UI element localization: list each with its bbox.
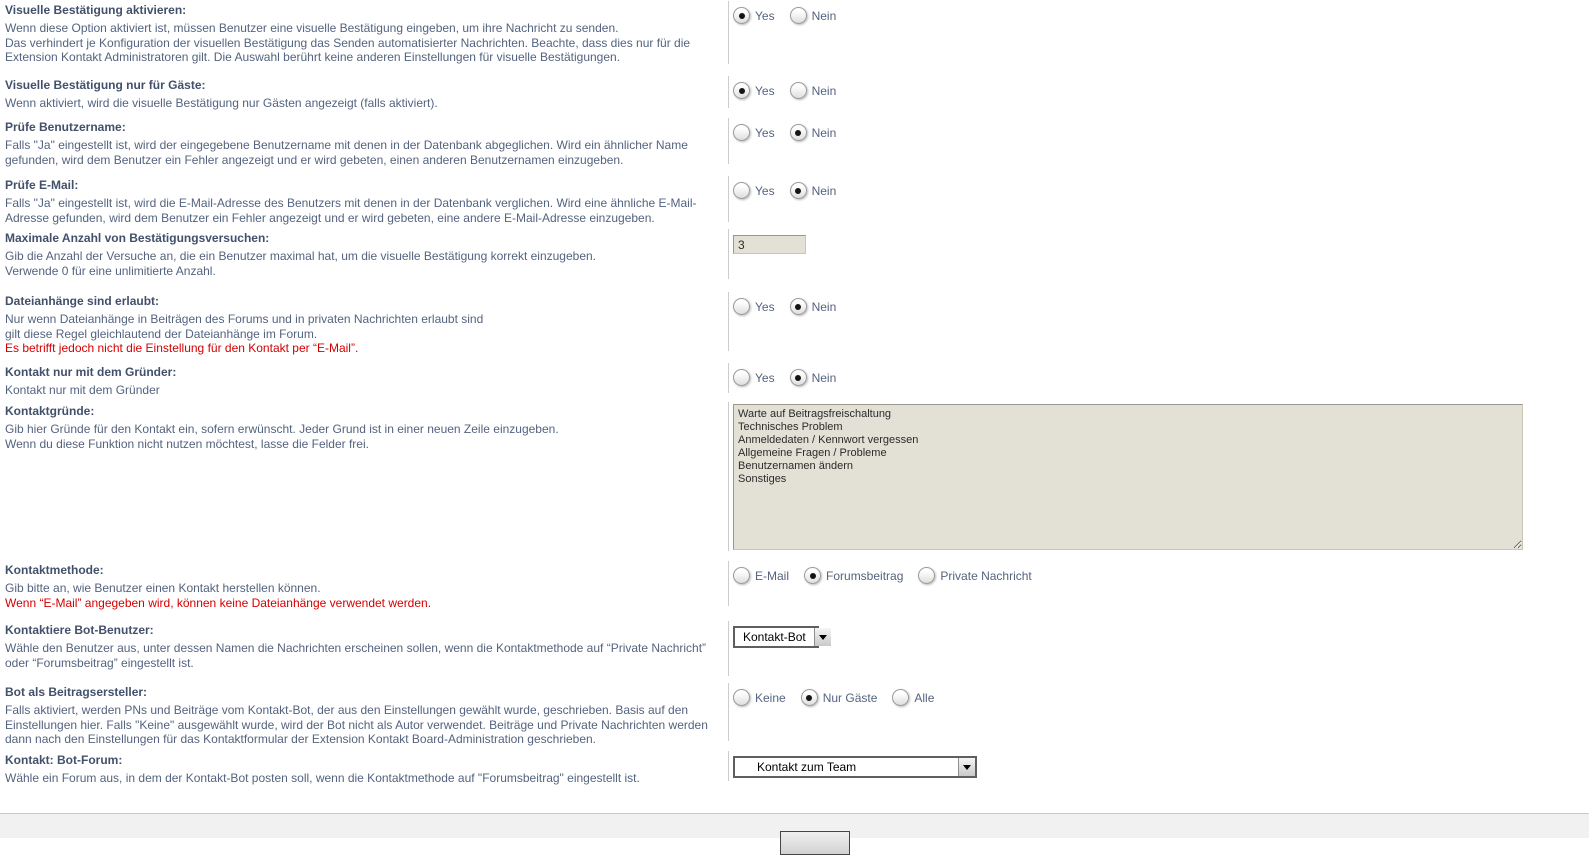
radio-label: Yes <box>755 299 775 314</box>
radio-icon[interactable] <box>892 689 909 706</box>
setting-control <box>728 1 1589 64</box>
setting-control <box>728 402 1589 551</box>
radio-icon[interactable] <box>733 567 750 584</box>
radio-label: Nein <box>811 83 837 98</box>
radio-label: Alle <box>914 690 935 705</box>
setting-description-line: Wähle ein Forum aus, in dem der Kontakt-Bot posten soll, wenn die Kontaktmethode auf "Forumsbeitrag" eingestellt ist. <box>5 771 640 785</box>
setting-description-line: Falls "Ja" eingestellt ist, wird die E-Mail-Adresse des Benutzers mit denen in der Datenbank verglichen. Wird eine ähnliche E-Mail-Adresse gefunden, wird dem Benutzer ein Fehler angezeigt und er wird gebeten, eine andere E-Mail-Adresse einzugeben. <box>5 196 697 225</box>
radio-label: Nein <box>811 183 837 198</box>
radio-icon[interactable] <box>733 689 750 706</box>
setting-title: Bot als Beitragsersteller: <box>5 685 148 699</box>
setting-description-line: Wenn aktiviert, wird die visuelle Bestätigung nur Gästen angezeigt (falls aktiviert). <box>5 96 438 110</box>
radio-label: Nein <box>811 125 837 140</box>
setting-labels <box>5 402 728 551</box>
setting-row-bot-forum <box>5 751 1589 785</box>
setting-description-line: Gib die Anzahl der Versuche an, die ein Benutzer maximal hat, um die visuelle Bestätigung korrekt einzugeben. <box>5 249 597 263</box>
submit-button[interactable] <box>780 831 850 855</box>
radio-label: Yes <box>755 83 775 98</box>
setting-row-attachments-allowed <box>5 292 1589 355</box>
radio-option-private-message[interactable] <box>918 567 1031 584</box>
radio-icon[interactable] <box>733 298 750 315</box>
radio-option-nein[interactable] <box>790 124 837 141</box>
radio-group-check-username <box>733 124 1589 141</box>
setting-row-founder-only <box>5 363 1589 397</box>
radio-option-keine[interactable] <box>733 689 786 706</box>
setting-control <box>728 683 1589 741</box>
setting-description-alert: Wenn “E-Mail” angegeben wird, können keine Dateianhänge verwendet werden. <box>5 595 432 610</box>
radio-icon[interactable] <box>790 298 807 315</box>
radio-icon[interactable] <box>733 369 750 386</box>
radio-option-nein[interactable] <box>790 7 837 24</box>
radio-icon[interactable] <box>790 7 807 24</box>
radio-icon[interactable] <box>733 82 750 99</box>
radio-option-email[interactable] <box>733 567 789 584</box>
radio-icon[interactable] <box>790 369 807 386</box>
radio-label: Nur Gäste <box>822 690 878 705</box>
radio-label: Yes <box>755 183 775 198</box>
setting-description-line: Wenn diese Option aktiviert ist, müssen Benutzer eine visuelle Bestätigung eingeben, um ihre Nachricht zu senden. <box>5 21 619 35</box>
dropdown-arrow-icon[interactable] <box>814 628 831 646</box>
radio-option-nein[interactable] <box>790 369 837 386</box>
bot-user-select[interactable] <box>733 626 819 648</box>
radio-group-contact-method <box>733 567 1589 584</box>
dropdown-arrow-icon[interactable] <box>958 758 975 776</box>
radio-option-nur-gaeste[interactable] <box>801 689 878 706</box>
setting-control <box>728 292 1589 351</box>
setting-row-check-username <box>5 118 1589 167</box>
radio-option-nein[interactable] <box>790 82 837 99</box>
setting-control <box>728 229 1589 279</box>
radio-label: Yes <box>755 8 775 23</box>
selected-option-label: Kontakt zum Team <box>757 760 857 774</box>
setting-title: Visuelle Bestätigung aktivieren: <box>5 3 187 17</box>
setting-control <box>728 751 1589 781</box>
radio-icon[interactable] <box>804 567 821 584</box>
setting-title: Kontakt nur mit dem Gründer: <box>5 365 177 379</box>
radio-group-founder-only <box>733 369 1589 386</box>
contact-reasons-textarea[interactable] <box>733 404 1523 550</box>
setting-labels <box>5 363 728 397</box>
setting-title: Visuelle Bestätigung nur für Gäste: <box>5 78 206 92</box>
radio-group-check-email <box>733 182 1589 199</box>
radio-icon[interactable] <box>733 124 750 141</box>
setting-title: Prüfe E-Mail: <box>5 178 79 192</box>
setting-description-line: Falls "Ja" eingestellt ist, wird der eingegebene Benutzername mit denen in der Datenbank abgeglichen. Wird ein ähnlicher Name gefunden, wird dem Benutzer ein Fehler angezeigt und er wird gebeten, einen anderen Benutzernamen einzugeben. <box>5 138 688 167</box>
setting-labels <box>5 621 728 676</box>
setting-control <box>728 118 1589 164</box>
setting-description-line: Nur wenn Dateianhänge in Beiträgen des Forums und in privaten Nachrichten erlaubt sind <box>5 312 484 326</box>
radio-icon[interactable] <box>790 82 807 99</box>
setting-control <box>728 363 1589 393</box>
radio-label: E-Mail <box>755 568 790 583</box>
radio-icon[interactable] <box>733 182 750 199</box>
radio-group-visual-confirmation <box>733 7 1589 24</box>
setting-description-line: Gib bitte an, wie Benutzer einen Kontakt herstellen können. <box>5 581 321 595</box>
setting-row-check-email <box>5 176 1589 225</box>
setting-control <box>728 561 1589 606</box>
radio-icon[interactable] <box>918 567 935 584</box>
setting-description-line: Wähle den Benutzer aus, unter dessen Namen die Nachrichten erscheinen sollen, wenn die Kontaktmethode auf “Private Nachricht” oder “Forumsbeitrag” eingestellt ist. <box>5 641 707 670</box>
setting-row-contact-reasons <box>5 402 1589 551</box>
setting-labels <box>5 561 728 610</box>
bot-forum-select[interactable] <box>733 756 977 778</box>
selected-option-label: Kontakt-Bot <box>743 630 806 644</box>
radio-option-yes[interactable] <box>733 82 775 99</box>
setting-labels <box>5 292 728 355</box>
setting-control <box>728 621 1589 676</box>
setting-description-line: Kontakt nur mit dem Gründer <box>5 383 160 397</box>
radio-option-forum-post[interactable] <box>804 567 903 584</box>
radio-option-nein[interactable] <box>790 298 837 315</box>
setting-description-line: Verwende 0 für eine unlimitierte Anzahl. <box>5 263 216 278</box>
radio-label: Private Nachricht <box>940 568 1032 583</box>
setting-description-line: Das verhindert je Konfiguration der visuellen Bestätigung das Senden automatisierter Nachrichten. Beachte, dass dies nur für die Extension Kontakt Administratoren gilt. Die Auswahl berührt keine anderen Einstellungen für visuelle Bestätigungen. <box>5 35 691 64</box>
radio-label: Nein <box>811 299 837 314</box>
radio-option-yes[interactable] <box>733 7 775 24</box>
setting-title: Kontaktgründe: <box>5 404 95 418</box>
radio-label: Nein <box>811 8 837 23</box>
panel-footer <box>0 814 1589 838</box>
setting-description-alert: Es betrifft jedoch nicht die Einstellung für den Kontakt per “E-Mail”. <box>5 341 359 355</box>
setting-labels <box>5 751 728 785</box>
radio-icon[interactable] <box>790 182 807 199</box>
radio-icon[interactable] <box>790 124 807 141</box>
setting-description-line: Gib hier Gründe für den Kontakt ein, sofern erwünscht. Jeder Grund ist in einer neuen Zeile einzugeben. <box>5 422 559 436</box>
setting-control <box>728 176 1589 222</box>
setting-row-visual-confirmation <box>5 1 1589 64</box>
setting-labels <box>5 176 728 225</box>
radio-icon[interactable] <box>801 689 818 706</box>
radio-label: Nein <box>811 370 837 385</box>
radio-option-alle[interactable] <box>892 689 934 706</box>
radio-label: Yes <box>755 370 775 385</box>
setting-title: Dateianhänge sind erlaubt: <box>5 294 160 308</box>
setting-labels <box>5 683 728 746</box>
setting-row-visual-confirmation-guests <box>5 76 1589 108</box>
radio-label: Yes <box>755 125 775 140</box>
setting-row-bot-poster <box>5 683 1589 746</box>
radio-option-yes[interactable] <box>733 298 775 315</box>
setting-title: Kontakt: Bot-Forum: <box>5 753 123 767</box>
radio-option-yes[interactable] <box>733 369 775 386</box>
setting-labels <box>5 76 728 108</box>
setting-title: Kontaktmethode: <box>5 563 104 577</box>
setting-control <box>728 76 1589 108</box>
setting-labels <box>5 229 728 279</box>
radio-option-nein[interactable] <box>790 182 837 199</box>
radio-group-attachments <box>733 298 1589 315</box>
setting-title: Kontaktiere Bot-Benutzer: <box>5 623 154 637</box>
setting-description-line: gilt diese Regel gleichlautend der Dateianhänge im Forum. <box>5 326 318 341</box>
radio-label: Forumsbeitrag <box>826 568 904 583</box>
radio-icon[interactable] <box>733 7 750 24</box>
radio-group-bot-poster <box>733 689 1589 706</box>
setting-row-contact-method <box>5 561 1589 610</box>
setting-row-bot-user <box>5 621 1589 676</box>
setting-title: Prüfe Benutzername: <box>5 120 126 134</box>
setting-row-max-attempts <box>5 229 1589 279</box>
setting-description-line: Falls aktiviert, werden PNs und Beiträge vom Kontakt-Bot, der aus den Einstellungen gewählt wurde, geschrieben. Basis auf den Einstellungen hier. Falls "Keine" ausgewählt wurde, wird der Bot nicht als Autor verwendet. Beiträge und Private Nachrichten werden dann nach den Einstellungen für das Kontaktformular der Extension Kontakt Board-Administration geschrieben. <box>5 703 708 746</box>
radio-option-yes[interactable] <box>733 124 775 141</box>
setting-title: Maximale Anzahl von Bestätigungsversuchen: <box>5 231 270 245</box>
radio-label: Keine <box>755 690 786 705</box>
setting-labels <box>5 118 728 167</box>
setting-description-line: Wenn du diese Funktion nicht nutzen möchtest, lasse die Felder frei. <box>5 436 369 451</box>
max-attempts-input[interactable] <box>733 235 806 254</box>
radio-group-visual-confirmation-guests <box>733 82 1589 99</box>
setting-labels <box>5 1 728 64</box>
radio-option-yes[interactable] <box>733 182 775 199</box>
